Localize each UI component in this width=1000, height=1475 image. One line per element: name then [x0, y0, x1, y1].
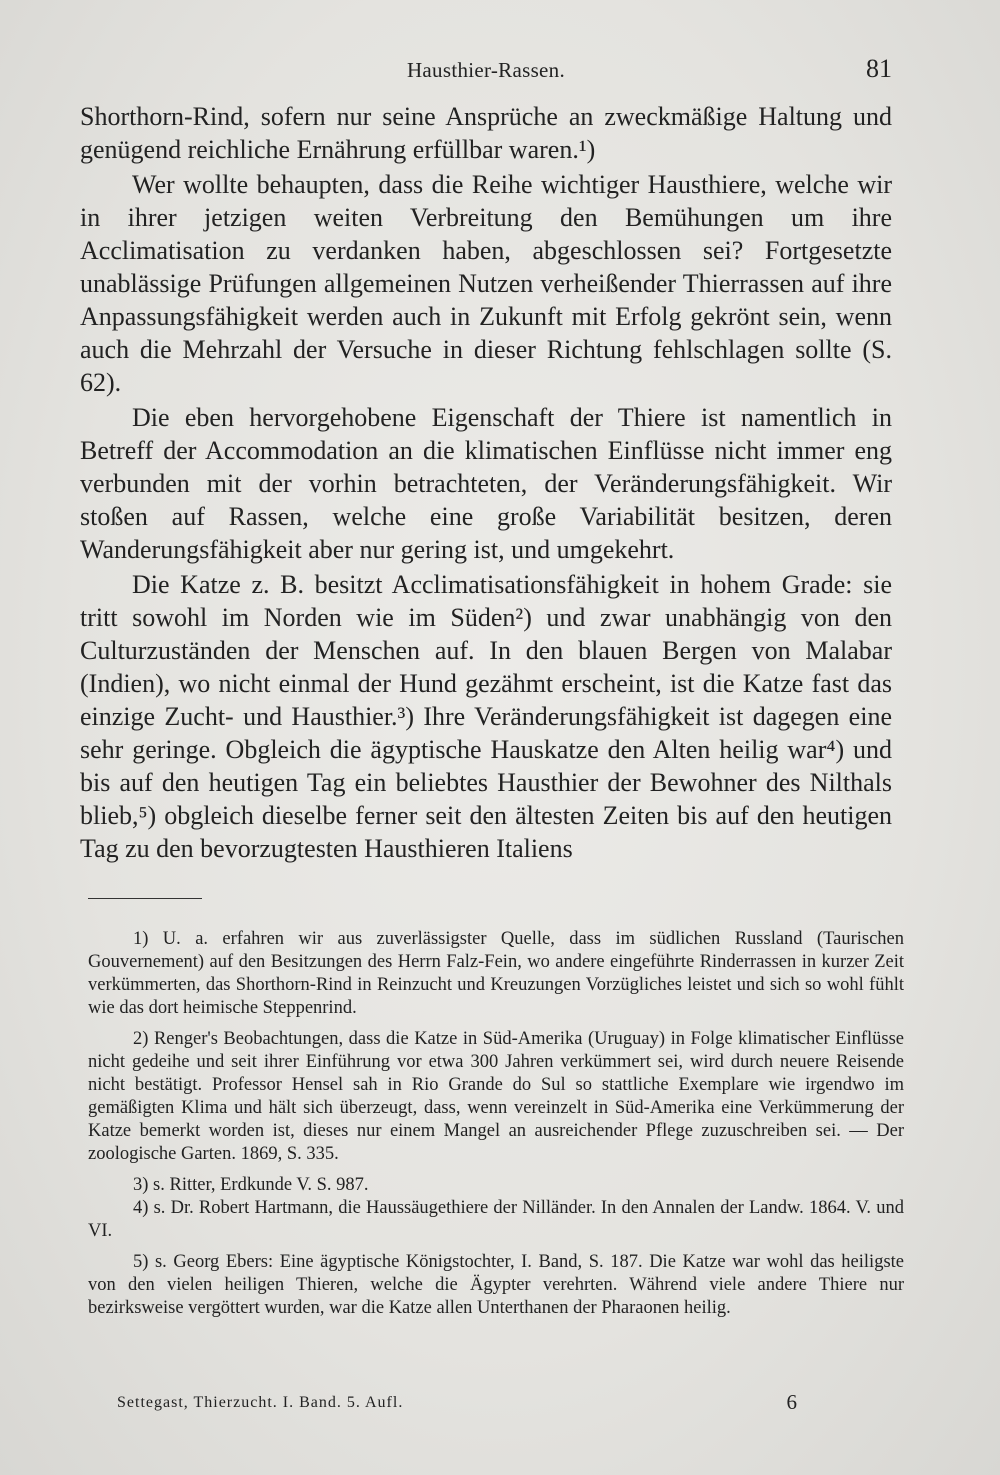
footnote-4: 4) s. Dr. Robert Hartmann, die Haussäugethiere der Nilländer. In den Annalen der Landw. 1864. V. und VI.	[88, 1198, 904, 1241]
footnote-1: 1) U. a. erfahren wir aus zuverlässigster Quelle, dass im südlichen Russland (Taurischen Gouvernement) auf den Besitzungen des Herrn Falz-Fein, wo andere eingeführte Rinderrassen in kurzer Zeit verkümmerten, das Shorthorn-Rind in Reinzucht und Kreuzungen Vorzügliches leistet und sich so wohl fühlt wie das dort heimische Steppenrind.	[88, 929, 904, 1018]
footnote-3: 3) s. Ritter, Erdkunde V. S. 987.	[133, 1175, 369, 1195]
footnotes	[88, 928, 904, 1328]
page-number: 81	[866, 54, 892, 83]
footnote-separator	[88, 898, 202, 899]
paragraph: Shorthorn-Rind, sofern nur seine Ansprüche an zweckmäßige Haltung und genügend reichliche Ernährung erfüllbar waren.¹)	[80, 102, 892, 164]
paragraph: Die Katze z. B. besitzt Acclimatisationsfähigkeit in hohem Grade: sie tritt sowohl im Norden wie im Süden²) und zwar unabhängig von den Culturzuständen der Menschen auf. In den blauen Bergen von Malabar (Indien), wo nicht einmal der Hund gezähmt erscheint, ist die Katze fast das einzige Zucht- und Hausthier.³) Ihre Veränderungsfähigkeit ist dagegen eine sehr geringe. Obgleich die ägyptische Hauskatze den Alten heilig war⁴) und bis auf den heutigen Tag ein beliebtes Hausthier der Bewohner des Nilthals blieb,⁵) obgleich dieselbe ferner seit den ältesten Zeiten bis auf den heutigen Tag zu den bevorzugtesten Hausthieren Italiens	[80, 570, 892, 863]
imprint-line: Settegast, Thierzucht. I. Band. 5. Aufl.	[117, 1394, 404, 1411]
footnote-5: 5) s. Georg Ebers: Eine ägyptische Königstochter, I. Band, S. 187. Die Katze war wohl das heiligste von den vielen heiligen Thieren, welche die Ägypter verehrten. Während viele andere Thiere nur bezirksweise vergöttert wurden, war die Katze allen Unterthanen der Pharaonen heilig.	[88, 1252, 904, 1318]
footnote-2: 2) Renger's Beobachtungen, dass die Katze in Süd-Amerika (Uruguay) in Folge klimatischer Einflüsse nicht gedeihe und seit ihrer Einführung vor etwa 300 Jahren verkümmert sei, wird durch neuere Reisende nicht bestätigt. Professor Hensel sah in Rio Grande do Sul so stattliche Exemplare wie irgendwo im gemäßigten Klima und hält sich überzeugt, dass, wenn vereinzelt in Süd-Amerika eine Verkümmerung der Katze bemerkt worden ist, dieses nur einem Mangel an ausreichender Pflege zuzuschreiben sei. — Der zoologische Garten. 1869, S. 335.	[88, 1029, 904, 1164]
paragraph: Wer wollte behaupten, dass die Reihe wichtiger Hausthiere, welche wir in ihrer jetzigen weiten Verbreitung den Bemühungen um ihre Acclimatisation zu verdanken haben, abgeschlossen sei? Fortgesetzte unablässige Prüfungen allgemeinen Nutzen verheißender Thierrassen auf ihre Anpassungsfähigkeit werden auch in Zukunft mit Erfolg gekrönt sein, wenn auch die Mehrzahl der Versuche in dieser Richtung fehlschlagen sollte (S. 62).	[80, 170, 892, 397]
page-footer	[117, 1390, 797, 1424]
page-header	[80, 54, 892, 92]
running-title: Hausthier-Rassen.	[406, 58, 566, 82]
sheet-signature: 6	[786, 1390, 797, 1414]
main-text	[80, 100, 892, 867]
paragraph: Die eben hervorgehobene Eigenschaft der Thiere ist namentlich in Betreff der Accommodation an die klimatischen Einflüsse nicht immer eng verbunden mit der vorhin betrachteten, der Veränderungsfähigkeit. Wir stoßen auf Rassen, welche eine große Variabilität besitzen, deren Wanderungsfähigkeit aber nur gering ist, und umgekehrt.	[80, 403, 892, 564]
